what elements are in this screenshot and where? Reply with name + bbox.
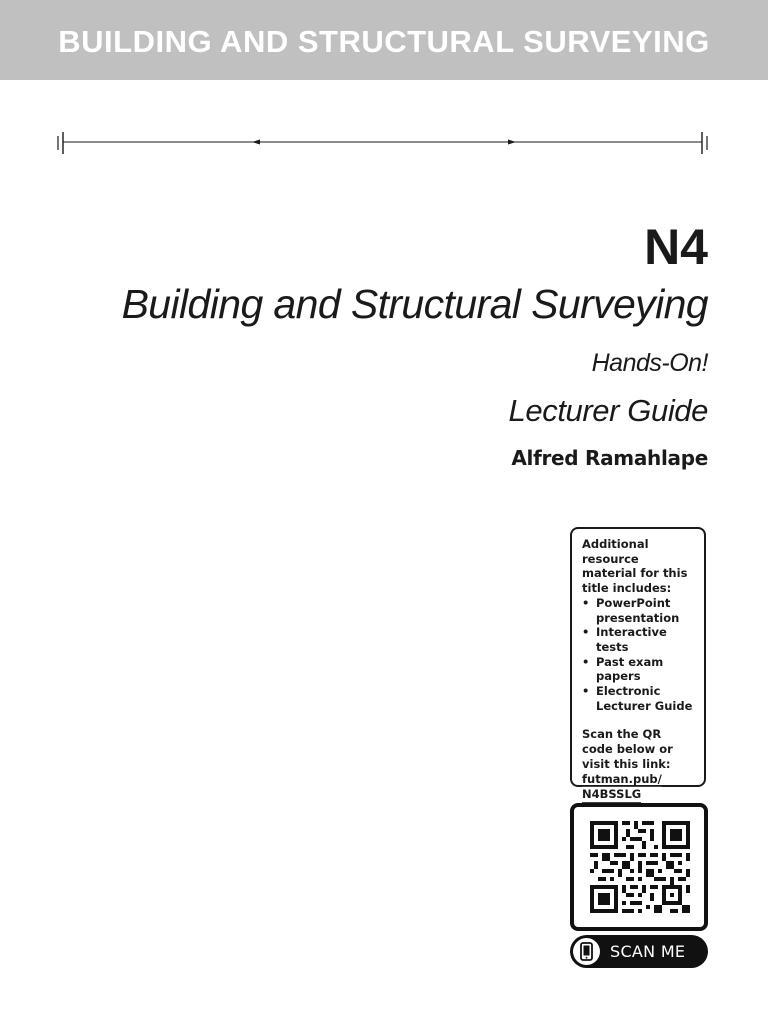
scan-text: Scan the QR code below or visit this link: [582, 727, 673, 771]
resource-list [582, 596, 695, 714]
header-banner [0, 0, 768, 80]
resource-item: • Interactive tests [582, 625, 695, 654]
resource-item: • Electronic Lecturer Guide [582, 684, 695, 713]
qr-code-frame[interactable] [570, 803, 708, 931]
resource-link-part2[interactable]: N4BSSLG [582, 787, 642, 802]
qr-code[interactable] [590, 821, 690, 913]
resource-intro: Additional resource material for this title includes: [582, 537, 688, 596]
scan-instructions [582, 727, 695, 803]
resource-item: • Past exam papers [582, 655, 695, 684]
course-level: N4 [644, 219, 708, 275]
resource-info-box [570, 527, 706, 802]
phone-icon [580, 942, 593, 961]
author-name: Alfred Ramahlape [511, 446, 708, 470]
scan-me-label: SCAN ME [610, 942, 686, 961]
phone-icon-badge [573, 938, 600, 965]
banner-title: BUILDING AND STRUCTURAL SURVEYING [58, 24, 710, 59]
resource-link-part1[interactable]: futman.pub/ [582, 771, 662, 786]
guide-type: Lecturer Guide [508, 393, 708, 428]
scan-me-button[interactable] [570, 935, 708, 968]
series-name: Hands-On! [591, 349, 708, 377]
book-title: Building and Structural Surveying [121, 281, 708, 327]
resource-item: • PowerPoint presentation [582, 596, 695, 625]
ruler-line [54, 128, 714, 158]
